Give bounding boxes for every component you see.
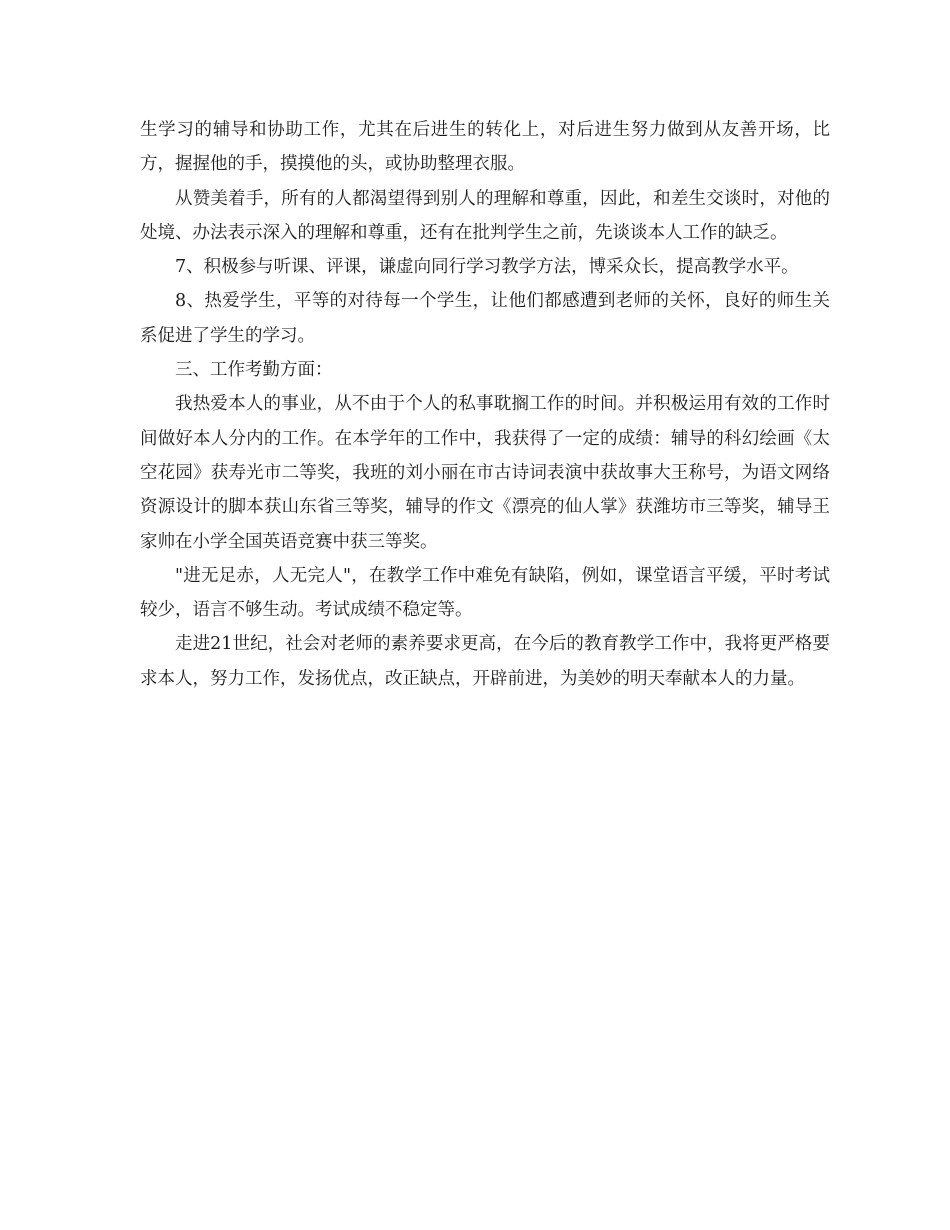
paragraph-conclusion: 走进21世纪，社会对老师的素养要求更高，在今后的教育教学工作中，我将更严格要求本人，努力工作，发扬优点，改正缺点，开辟前进，为美妙的明天奉献本人的力量。 bbox=[140, 634, 830, 689]
paragraph-shortcomings: "进无足赤，人无完人"，在教学工作中难免有缺陷，例如，课堂语言平缓，平时考试较少，语言不够生动。考试成绩不稳定等。 bbox=[140, 565, 830, 621]
paragraph-praise: 从赞美着手，所有的人都渴望得到别人的理解和尊重，因此，和差生交谈时，对他的处境、办法表示深入的理解和尊重，还有在批判学生之前，先谈谈本人工作的缺乏。 bbox=[140, 188, 830, 243]
paragraph-item-7: 7、积极参与听课、评课，谦虚向同行学习教学方法，博采众长，提高教学水平。 bbox=[175, 257, 799, 278]
paragraph-item-8: 8、热爱学生，平等的对待每一个学生，让他们都感遭到老师的关怀，良好的师生关系促进了学生的学习。 bbox=[140, 291, 830, 346]
paragraph-achievements: 我热爱本人的事业，从不由于个人的私事耽搁工作的时间。并积极运用有效的工作时间做好本人分内的工作。在本学年的工作中，我获得了一定的成绩：辅导的科幻绘画《太空花园》获寿光市二等奖，我班的刘小丽在市古诗词表演中获故事大王称号，为语文网络资源设计的脚本获山东省三等奖，辅导的作文《漂亮的仙人掌》获潍坊市三等奖，辅导王家帅在小学全国英语竞赛中获三等奖。 bbox=[140, 394, 830, 552]
paragraph-continuation: 生学习的辅导和协助工作，尤其在后进生的转化上，对后进生努力做到从友善开场，比方，握握他的手，摸摸他的头，或协助整理衣服。 bbox=[140, 120, 830, 175]
document-body bbox=[140, 113, 830, 696]
section-heading-attendance: 三、工作考勤方面： bbox=[175, 360, 333, 381]
